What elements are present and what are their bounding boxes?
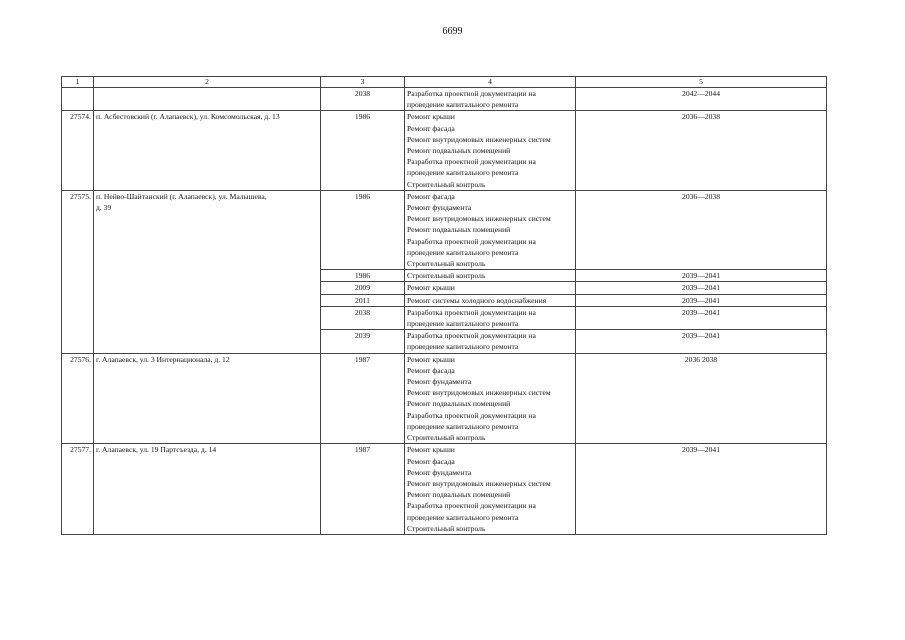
column-number: 1 [62, 77, 94, 88]
work-item: Разработка проектной документации на [407, 157, 536, 167]
table-row [62, 444, 827, 535]
row-number: 27575. [62, 190, 94, 353]
column-number: 5 [576, 77, 827, 88]
planned-period: 2036—2038 [576, 111, 827, 190]
works-list [405, 444, 576, 535]
works-list [405, 270, 576, 282]
page-number: 6699 [442, 26, 463, 37]
work-item: Разработка проектной документации на [407, 501, 536, 511]
works-list [405, 330, 576, 353]
work-item: Ремонт подвальных помещений [407, 146, 511, 156]
work-item: Строительный контроль [407, 523, 486, 533]
commissioning-year: 2009 [321, 282, 405, 294]
work-item: Ремонт крыши [407, 112, 455, 122]
work-item: Ремонт фундамента [407, 377, 472, 387]
planned-period: 2042—2044 [576, 88, 827, 111]
work-item: проведение капитального ремонта [407, 421, 519, 431]
work-item: Строительный контроль [407, 259, 486, 269]
work-item: проведение капитального ремонта [407, 512, 519, 522]
column-number: 2 [94, 77, 321, 88]
commissioning-year: 2011 [321, 294, 405, 306]
address-line: г. Алапаевск, ул. 19 Партсъезда, д. 14 [96, 445, 217, 455]
work-item: Строительный контроль [407, 271, 486, 281]
work-item: Разработка проектной документации на [407, 331, 536, 341]
works-list [405, 88, 576, 111]
works-list [405, 190, 576, 269]
work-item: Разработка проектной документации на [407, 236, 536, 246]
work-item: Ремонт подвальных помещений [407, 225, 511, 235]
work-item: Ремонт внутридомовых инженерных систем [407, 134, 551, 144]
commissioning-year: 1986 [321, 270, 405, 282]
address-line: г. Алапаевск, ул. 3 Интернационала, д. 12 [96, 354, 230, 364]
table-row [62, 190, 827, 269]
work-item: Разработка проектной документации на [407, 410, 536, 420]
row-number [62, 88, 94, 111]
commissioning-year: 1987 [321, 444, 405, 535]
works-list [405, 294, 576, 306]
address-cell [94, 88, 321, 111]
work-item: проведение капитального ремонта [407, 319, 519, 329]
planned-period: 2039—2041 [576, 444, 827, 535]
works-list [405, 111, 576, 190]
work-item: Строительный контроль [407, 433, 486, 443]
address-cell [94, 444, 321, 535]
work-item: Ремонт крыши [407, 283, 455, 293]
work-item: Ремонт внутридомовых инженерных систем [407, 478, 551, 488]
address-line: д. 39 [96, 203, 112, 213]
address-line: п. Асбестовский (г. Алапаевск), ул. Комсомольская, д. 13 [96, 112, 280, 122]
address-cell [94, 353, 321, 444]
work-item: Ремонт подвальных помещений [407, 490, 511, 500]
planned-period: 2039—2041 [576, 270, 827, 282]
commissioning-year: 1986 [321, 190, 405, 269]
work-item: Ремонт системы холодного водоснабжения [407, 295, 547, 305]
commissioning-year: 2038 [321, 306, 405, 329]
work-item: проведение капитального ремонта [407, 247, 519, 257]
table-row [62, 111, 827, 190]
repair-schedule-table [61, 76, 827, 535]
row-number: 27576. [62, 353, 94, 444]
planned-period: 2036 2038 [576, 353, 827, 444]
address-line: п. Нейво-Шайтанский (г. Алапаевск), ул. Малышева, [96, 191, 267, 201]
work-item: Ремонт крыши [407, 445, 455, 455]
work-item: Ремонт крыши [407, 354, 455, 364]
commissioning-year: 2039 [321, 330, 405, 353]
work-item: Ремонт фасада [407, 365, 455, 375]
work-item: Ремонт фундамента [407, 467, 472, 477]
work-item: Строительный контроль [407, 179, 486, 189]
work-item: Ремонт подвальных помещений [407, 399, 511, 409]
planned-period: 2036—2038 [576, 190, 827, 269]
work-item: проведение капитального ремонта [407, 168, 519, 178]
work-item: Разработка проектной документации на [407, 307, 536, 317]
commissioning-year: 2038 [321, 88, 405, 111]
work-item: Ремонт фасада [407, 191, 455, 201]
commissioning-year: 1987 [321, 353, 405, 444]
planned-period: 2039—2041 [576, 330, 827, 353]
column-number: 3 [321, 77, 405, 88]
column-number-row [62, 77, 827, 88]
column-number: 4 [405, 77, 576, 88]
table-row [62, 353, 827, 444]
work-item: Ремонт внутридомовых инженерных систем [407, 214, 551, 224]
table-row [62, 88, 827, 111]
work-item: Разработка проектной документации на [407, 89, 536, 98]
row-number: 27574. [62, 111, 94, 190]
address-cell [94, 111, 321, 190]
row-number: 27577. [62, 444, 94, 535]
table-body [62, 77, 827, 535]
planned-period: 2039—2041 [576, 294, 827, 306]
work-item: Ремонт внутридомовых инженерных систем [407, 388, 551, 398]
address-cell [94, 190, 321, 353]
works-list [405, 282, 576, 294]
commissioning-year: 1986 [321, 111, 405, 190]
planned-period: 2039—2041 [576, 306, 827, 329]
works-list [405, 306, 576, 329]
work-item: Ремонт фундамента [407, 203, 472, 213]
work-item: Ремонт фасада [407, 123, 455, 133]
works-list [405, 353, 576, 444]
planned-period: 2039—2041 [576, 282, 827, 294]
work-item: проведение капитального ремонта [407, 342, 519, 352]
work-item: проведение капитального ремонта [407, 100, 519, 110]
work-item: Ремонт фасада [407, 456, 455, 466]
